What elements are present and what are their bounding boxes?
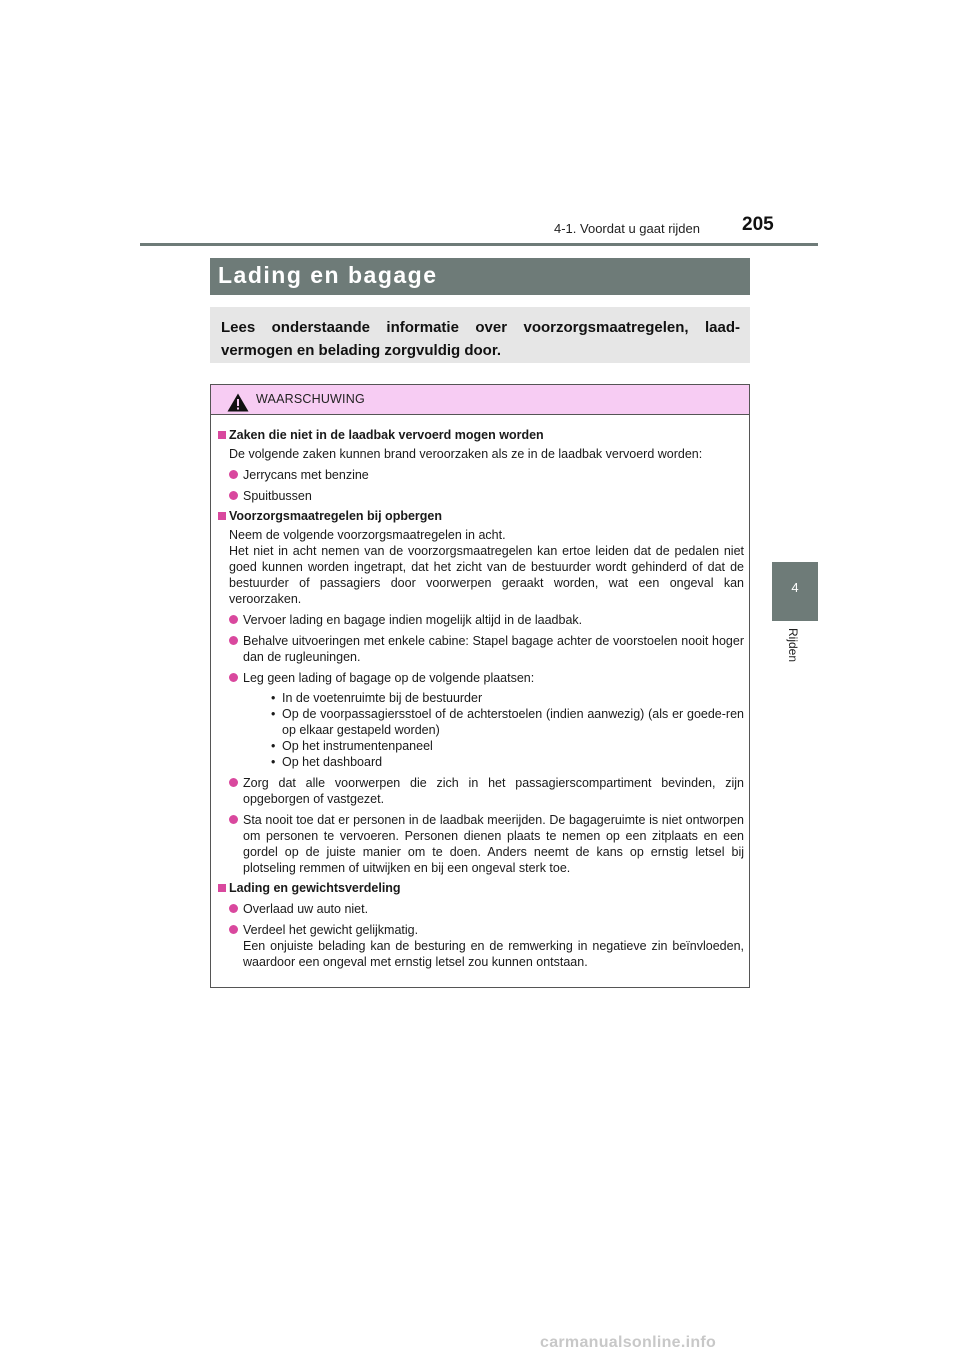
sub-list-item xyxy=(243,706,744,738)
chapter-number: 4 xyxy=(791,580,799,595)
sub-bullet-icon: • xyxy=(271,707,276,721)
sub-list-item xyxy=(243,690,744,706)
round-bullet-icon xyxy=(229,491,238,500)
list-item-text: Verdeel het gewicht gelijkmatig. xyxy=(243,923,419,937)
round-bullet-icon xyxy=(229,925,238,934)
section-title-text: Lading en gewichtsverdeling xyxy=(229,881,401,895)
round-bullet-icon xyxy=(229,904,238,913)
warning-header xyxy=(211,385,749,415)
section-text xyxy=(218,527,744,607)
page-number: 205 xyxy=(742,214,774,235)
warning-title: WAARSCHUWING xyxy=(256,392,365,406)
section-text-line: De volgende zaken kunnen brand veroorzaken als ze in de laadbak vervoerd worden: xyxy=(229,447,703,461)
chapter-label xyxy=(786,628,800,688)
section-title-text: Zaken die niet in de laadbak vervoerd mogen worden xyxy=(229,428,544,442)
round-bullet-icon xyxy=(229,815,238,824)
sub-item-text: In de voetenruimte bij de bestuurder xyxy=(282,691,483,705)
round-bullet-icon xyxy=(229,615,238,624)
sub-item-text: Op het dashboard xyxy=(282,755,383,769)
round-bullet-icon xyxy=(229,636,238,645)
warning-section-title xyxy=(218,427,744,443)
list-item-text: Overlaad uw auto niet. xyxy=(243,902,369,916)
list-item-text: Behalve uitvoeringen met enkele cabine: Stapel bagage achter de voorstoelen nooit hoger dan de rugleuningen. xyxy=(243,634,744,664)
list-item xyxy=(218,922,744,970)
warning-body xyxy=(218,427,744,970)
section-text-line: Neem de volgende voorzorgsmaatregelen in acht. xyxy=(229,528,506,542)
sub-list xyxy=(243,690,744,770)
round-bullet-icon xyxy=(229,673,238,682)
watermark: carmanualsonline.info xyxy=(540,1334,717,1351)
intro-box xyxy=(210,307,750,363)
list-item-text: Jerrycans met benzine xyxy=(243,468,369,482)
section-text-line: Het niet in acht nemen van de voorzorgsmaatregelen kan ertoe leiden dat de pedalen niet goed kunnen worden ingetrapt, dat het zicht van de bestuurder wordt gehinderd of dat de bestuurder of passagiers door voorwerpen geraakt worden, wat een ongeval kan veroorzaken. xyxy=(229,544,744,606)
chapter-label-text: Rijden xyxy=(786,628,800,663)
list-item xyxy=(218,612,744,628)
list-item xyxy=(218,633,744,665)
list-item xyxy=(218,775,744,807)
list-item xyxy=(218,670,744,770)
list-item-text: Leg geen lading of bagage op de volgende plaatsen: xyxy=(243,671,535,685)
sub-item-text: Op het instrumentenpaneel xyxy=(282,739,433,753)
round-bullet-icon xyxy=(229,778,238,787)
list-item xyxy=(218,901,744,917)
list-item xyxy=(218,488,744,504)
sub-bullet-icon: • xyxy=(271,755,276,769)
square-bullet-icon xyxy=(218,512,226,520)
list-item-extra: Een onjuiste belading kan de besturing en de remwerking in negatieve zin beïnvloeden, waardoor een ongeval met ernstig letsel zou kunnen ontstaan. xyxy=(243,939,744,969)
list-item-text: Sta nooit toe dat er personen in de laadbak meerijden. De bagageruimte is niet ontworpen om personen te vervoeren. Personen dienen plaats te nemen op een zitplaats en een gordel op de juiste manier om te doen. Anders neemt de kans op ernstig letsel bij plotseling remmen of uitwijken en bij een ongeval sterk toe. xyxy=(243,813,744,875)
warning-section-title xyxy=(218,880,744,896)
list-item xyxy=(218,812,744,876)
page-title-bar xyxy=(210,258,750,295)
list-item-text: Spuitbussen xyxy=(243,489,312,503)
intro-text: Lees onderstaande informatie over voorzorgsmaatregelen, laad-vermogen en belading zorgvuldig door. xyxy=(221,319,740,359)
warning-section-title xyxy=(218,508,744,524)
chapter-tab[interactable] xyxy=(772,562,818,621)
sub-list-item xyxy=(243,754,744,770)
list-item-text: Vervoer lading en bagage indien mogelijk altijd in de laadbak. xyxy=(243,613,583,627)
list-item xyxy=(218,467,744,483)
warning-triangle-icon xyxy=(227,393,249,412)
page-title: Lading en bagage xyxy=(218,262,438,288)
sub-bullet-icon: • xyxy=(271,739,276,753)
sub-list-item xyxy=(243,738,744,754)
sub-bullet-icon: • xyxy=(271,691,276,705)
section-text xyxy=(218,446,744,462)
square-bullet-icon xyxy=(218,884,226,892)
square-bullet-icon xyxy=(218,431,226,439)
list-item-text: Zorg dat alle voorwerpen die zich in het passagierscompartiment bevinden, zijn opgeborgen of vastgezet. xyxy=(243,776,744,806)
round-bullet-icon xyxy=(229,470,238,479)
warning-box xyxy=(210,384,750,988)
sub-item-text: Op de voorpassagiersstoel of de achterstoelen (indien aanwezig) (als er goede-ren op elkaar gestapeld worden) xyxy=(282,707,744,737)
section-title-text: Voorzorgsmaatregelen bij opbergen xyxy=(229,509,443,523)
header-rule xyxy=(140,243,818,246)
section-header: 4-1. Voordat u gaat rijden xyxy=(554,221,700,236)
